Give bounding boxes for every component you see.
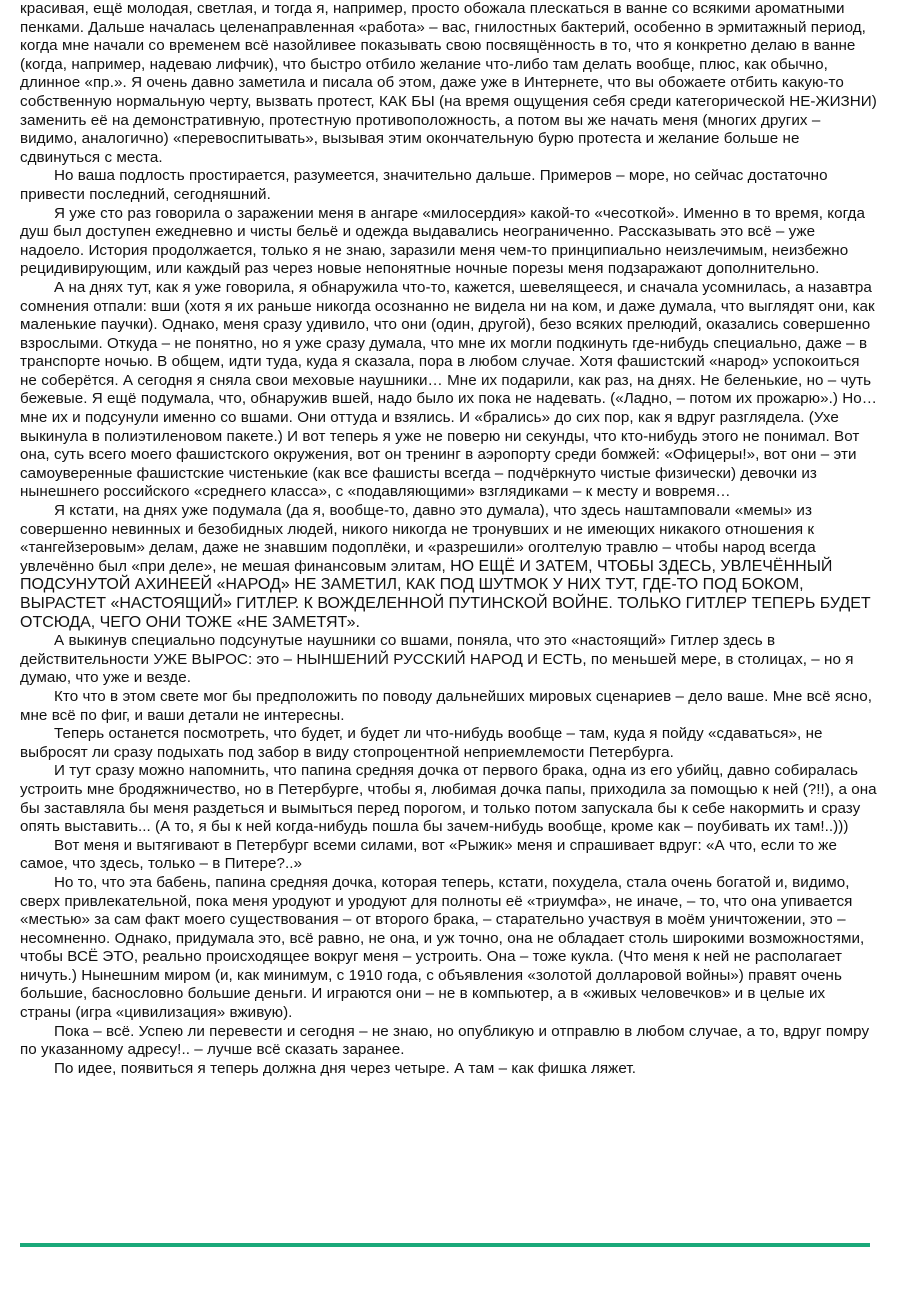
paragraph-5-text: Я кстати, на днях уже подумала (да я, вообще-то, давно это думала), что здесь наштамповали «мемы» из совершенно невинных и безобидных людей, никого никогда не тронувших и не имеющих никакого отношения к «тангейзеровым» делам, даже не знавшим подоплёки, и «разрешили» оголтелую травлю – чтобы народ всегда увлечённо был «при деле», не мешая финансовым элитам, [20, 502, 816, 575]
paragraph-12: Пока – всё. Успею ли перевести и сегодня – не знаю, но опубликую и отправлю в любом случае, а то, вдруг помру по указанному адресу!.. – лучше всё сказать заранее. [20, 1022, 870, 1059]
paragraph-7: Кто что в этом свете мог бы предположить по поводу дальнейших мировых сценариев – дело ваше. Мне всё ясно, мне всё по фиг, и ваши детали не интересны. [20, 687, 873, 724]
paragraph-8: Теперь останется посмотреть, что будет, и будет ли что-нибудь вообще – там, куда я пойду «сдаваться», не выбросят ли сразу подыхать под забор в виду стопроцентной неприемлемости Петербурга. [20, 725, 823, 761]
paragraph-4: А на днях тут, как я уже говорила, я обнаружила что-то, кажется, шевелящееся, и сначала усомнилась, а назавтра сомнения отпали: вши (хотя я их раньше никогда осознанно не видела ни на ком, и даже думала, что выглядят они, как маленькие паучки). Однако, меня сразу удивило, что они (один, другой), безо всяких прелюдий, оказались совершенно взрослыми. Откуда – не понятно, но я уже сразу думала, что мне их могли подкинуть где-нибудь специально, даже – в транспорте ночью. В общем, идти туда, куда я сказала, пора в любом случае. Хотя фашистский «народ» успокоиться не соберётся. А сегодня я сняла свои меховые наушники… Мне их подарили, как раз, на днях. Не беленькие, но – чуть бежевые. Я ещё подумала, что, обнаружив вшей, надо было их пока не надевать. («Ладно, – потом их прожарю».) Но… мне их и подсунули именно со вшами. Они оттуда и взялись. И «брались» до сих пор, как я вдруг разглядела. (Ухе выкинула в полиэтиленовом пакете.) И вот теперь я уже не поверю ни секунды, что кто-нибудь этого не понимал. Вот она, суть всего моего фашистского окружения, вот он тренинг в аэропорту среди бомжей: «Офицеры!», вот они – эти самоуверенные фашистские чистенькие (как все фашисты всегда – подчёркнуто чистые физически) девочки из нынешнего российского «среднего класса», с «подавляющими» взглядиками – к месту и вовремя… [20, 278, 878, 501]
paragraph-6: А выкинув специально подсунутые наушники со вшами, поняла, что это «настоящий» Гитлер здесь в действительности УЖЕ ВЫРОС: это – НЫНШЕНИЙ РУССКИЙ НАРОД И ЕСТЬ, по меньшей мере, в столицах, – но я думаю, что уже и везде. [20, 632, 854, 687]
paragraph-1: красивая, ещё молодая, светлая, и тогда я, например, просто обожала плескаться в ванне со всякими ароматными пенками. Дальше началась целенаправленная «работа» – вас, гнилостных бактерий, особенно в эрмитажный период, когда мне начали со временем всё назойливее показывать свою посвящённость в то, что я конкретно делаю в ванне (когда, например, надеваю лифчик), что быстро отбило желание что-либо там делать вообще, плюс, как обычно, длинное «пр.». Я очень давно заметила и писала об этом, даже уже в Интернете, что вы обожаете отбить какую-то собственную нормальную черту, вызвать протест, КАК БЫ (на время ощущения себя среди категорической НЕ-ЖИЗНИ) заменить её на демонстративную, протестную противоположность, а потом вы же начать меня (многих других – видимо, аналогично) «перевоспитывать», вызывая этим окончательную бурю протеста и желание больше не сдвинуться с места. [20, 0, 877, 166]
footer-divider [20, 1243, 870, 1247]
paragraph-3: Я уже сто раз говорила о заражении меня в ангаре «милосердия» какой-то «чесоткой». Именно в то время, когда душ был доступен ежедневно и чисты бельё и одежда выдавались неограниченно. Рассказывать это всё – уже надоело. История продолжается, только я не знаю, заразили меня чем-то принципиально неизлечимым, неизбежно рецидивирующим, или каждый раз через новые непонятные ночные порезы меня подзаражают дополнительно. [20, 204, 865, 278]
paragraph-9: И тут сразу можно напомнить, что папина средняя дочка от первого брака, одна из его убийц, давно собиралась устроить мне бродяжничество, но в Петербурге, чтобы я, любимая дочка папы, приходила за помощью к ней (?!!), а она бы заставляла бы меня раздеться и вымыться перед порогом, и только потом запускала бы к себе накормить и сразу опять выставить... (А то, я бы к ней когда-нибудь пошла бы зачем-нибудь вообще, кроме как – поубивать их там!..))) [20, 762, 877, 836]
document-page [20, 0, 878, 1078]
paragraph-2: Но ваша подлость простирается, разумеется, значительно дальше. Примеров – море, но сейчас достаточно привести последний, сегодняшний. [20, 167, 828, 203]
paragraph-13: По идее, появиться я теперь должна дня через четыре. А там – как фишка ляжет. [54, 1059, 636, 1077]
paragraph-10: Вот меня и вытягивают в Петербург всеми силами, вот «Рыжик» меня и спрашивает вдруг: «А что, если то же самое, что здесь, только – в Питере?..» [20, 836, 837, 873]
paragraph-11: Но то, что эта бабень, папина средняя дочка, которая теперь, кстати, похудела, стала очень богатой и, видимо, сверх привлекательной, пока меня уродуют и уродуют для полноты её «триумфа», не иначе, – то, что она упивается «местью» за сам факт моего существования – от второго брака, – старательно участвуя в моём уничтожении, это – несомненно. Однако, придумала это, всё равно, не она, и уж точно, она не обладает столь широкими возможностями, чтобы ВСЁ ЭТО, реально происходящее вокруг меня – устроить. Она – тоже кукла. (Что меня к ней не располагает ничуть.) Нынешним миром (и, как минимум, с 1910 года, с объявления «золотой долларовой войны») правят очень большие, баснословно большие деньги. И играются они – не в компьютер, а в «живых человечков» и в целые их страны (игра «цивилизация» вживую). [20, 873, 865, 1022]
paragraph-5 [20, 502, 878, 632]
paragraph-5-caps: НО ЕЩЁ И ЗАТЕМ, ЧТОБЫ ЗДЕСЬ, УВЛЕЧЁННЫЙ ПОДСУНУТОЙ АХИНЕЕЙ «НАРОД» НЕ ЗАМЕТИЛ, КАК ПОД ШУТМОК У НИХ ТУТ, ГДЕ-ТО ПОД БОКОМ, ВЫРАСТЕТ «НАСТОЯЩИЙ» ГИТЛЕР. К ВОЖДЕЛЕННОЙ ПУТИНСКОЙ ВОЙНЕ. ТОЛЬКО ГИТЛЕР ТЕПЕРЬ БУДЕТ ОТСЮДА, ЧЕГО ОНИ ТОЖЕ «НЕ ЗАМЕТЯТ». [20, 557, 871, 631]
